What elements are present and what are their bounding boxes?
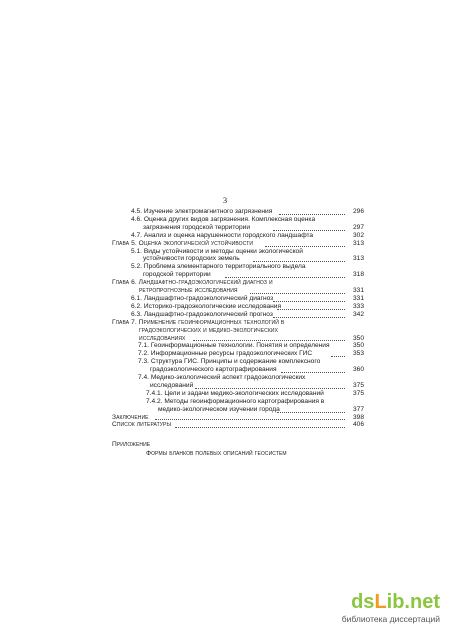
toc-num: 4.7. (131, 231, 142, 239)
dot-leader (279, 214, 345, 215)
toc-entry-7-3 (112, 358, 364, 366)
toc-title: Ландшафтно-градоэкологический прогноз (143, 310, 273, 318)
toc-title: Список литературы (112, 421, 171, 429)
appendix-heading: Приложение (112, 441, 151, 448)
toc-num: 6.3. (131, 310, 142, 318)
toc-entry-7-4-cont (112, 382, 364, 390)
toc-title: Заключение (112, 413, 149, 421)
toc-num: 7.4.1. (146, 389, 163, 397)
toc-title-cont: городской территории (143, 271, 211, 279)
appendix-line: Формы бланков полевых описаний геосистем (146, 450, 287, 457)
logo-suffix: ib.net (386, 591, 440, 613)
toc-num: Глава 6. (112, 279, 137, 287)
toc-title: Виды устойчивости и методы оценки экологической (143, 247, 303, 255)
toc-page: 296 (352, 208, 364, 215)
toc-title-cont: градоэкологического картографирования (150, 366, 277, 374)
dot-leader (155, 419, 345, 420)
toc-title: Методы геоинформационного картографирования в (164, 397, 325, 405)
dot-leader (195, 388, 345, 389)
toc-num: 6.1. (131, 294, 142, 302)
toc-references (112, 421, 364, 429)
toc-title: Оценка других видов загрязнения. Комплексная оценка (143, 215, 316, 223)
toc-entry-6-2 (112, 303, 364, 311)
toc-title: Ландшафтно-градоэкологический диагноз и (138, 279, 273, 287)
toc-entry-4-5 (112, 208, 364, 216)
toc-chapter-6-cont (112, 287, 364, 295)
dot-leader (250, 293, 345, 294)
toc-chapter-7 (112, 319, 364, 327)
dot-leader (277, 309, 345, 310)
toc-title: Информационные ресурсы градоэкологических ГИС (150, 350, 313, 358)
toc-title: Историко-градоэкологические исследования (143, 302, 282, 310)
toc-title: Проблема элементарного территориального выдела (143, 263, 306, 271)
toc-page: 331 (352, 287, 364, 295)
toc-page: 406 (352, 421, 364, 429)
dot-leader (175, 427, 345, 428)
dot-leader (225, 277, 345, 278)
logo-prefix: ds (351, 591, 375, 613)
toc-num: Глава 5. (112, 239, 137, 247)
dslib-watermark (342, 592, 440, 624)
toc-num: 4.6. (131, 215, 142, 223)
page-number: 3 (222, 195, 228, 205)
toc-page: 353 (352, 350, 364, 358)
toc-entry-4-7 (112, 232, 364, 240)
toc-entry-7-4-2-cont (112, 406, 364, 414)
toc-entry-7-1 (112, 342, 364, 350)
toc-entry-5-2-cont (112, 271, 364, 279)
toc-entry-4-6 (112, 216, 364, 224)
toc-page: 377 (352, 405, 364, 413)
toc-title-cont: медико-экологическом изучении города (158, 405, 280, 413)
toc-page: 398 (352, 413, 364, 421)
toc-page: 342 (352, 310, 364, 318)
toc-page: 333 (352, 302, 364, 310)
dslib-logo (342, 592, 440, 612)
toc-num: 6.2. (131, 302, 142, 310)
toc-title: Цели и задачи медико-экологических исследований (164, 389, 324, 397)
toc-num: 7.1. (138, 342, 149, 350)
toc-title: Ландшафтно-градоэкологический диагноз (143, 294, 274, 302)
toc-entry-6-3 (112, 311, 364, 319)
toc-conclusion (112, 414, 364, 422)
toc-page: 375 (352, 381, 364, 389)
toc-num: 7.3. (138, 358, 149, 366)
toc-title-cont: градоэкологических и медико-экологических (139, 326, 279, 334)
toc-entry-7-4-1 (112, 390, 364, 398)
toc-page: 350 (352, 334, 364, 342)
toc-title: Геоинформационные технологии. Понятия и определения (150, 342, 330, 350)
toc-num: 7.4. (138, 374, 149, 382)
toc-entry-4-6-cont (112, 224, 364, 232)
toc-page: 375 (352, 389, 364, 397)
toc-chapter-7-cont (112, 327, 364, 335)
toc-page: 297 (352, 223, 364, 231)
toc-title-cont: ретропрогнозные исследования (139, 287, 238, 295)
toc-entry-7-2 (112, 350, 364, 358)
toc-page: 313 (352, 239, 364, 247)
toc-num: 5.2. (131, 263, 142, 271)
appendix-block (112, 440, 287, 458)
toc-num: 5.1. (131, 247, 142, 255)
toc-title-cont: загрязнения городской территории (143, 223, 250, 231)
toc-title-cont: устойчивости городских земель (143, 255, 240, 263)
dot-leader (193, 340, 345, 341)
toc-title-cont: исследований (150, 381, 194, 389)
dslib-subtitle: библиотека диссертаций (341, 614, 440, 624)
toc-num: Глава 7. (112, 318, 137, 326)
dot-leader (273, 301, 345, 302)
dot-leader (265, 246, 345, 247)
toc-entry-7-3-cont (112, 366, 364, 374)
toc-num: 4.5. (131, 208, 142, 215)
toc-page: 302 (352, 231, 364, 239)
toc-entry-7-4-2 (112, 398, 364, 406)
toc-title-cont: исследованиях (139, 334, 186, 342)
table-of-contents (112, 208, 364, 429)
toc-page: 313 (352, 255, 364, 263)
toc-title: Структура ГИС. Принципы и содержание комплексного (150, 358, 321, 366)
dot-leader (273, 230, 345, 231)
toc-page: 331 (352, 294, 364, 302)
toc-title: Анализ и оценка нарушенности городского ландшафта (143, 231, 314, 239)
toc-title: Применение геоинформационных технологий в (138, 318, 285, 326)
dot-leader (331, 356, 345, 357)
toc-chapter-6 (112, 279, 364, 287)
toc-page: 350 (352, 342, 364, 350)
toc-page: 360 (352, 366, 364, 374)
dot-leader (277, 412, 345, 413)
toc-entry-6-1 (112, 295, 364, 303)
toc-entry-7-4 (112, 374, 364, 382)
logo-mid: L (374, 591, 387, 613)
toc-page: 318 (352, 271, 364, 279)
dot-leader (273, 317, 345, 318)
toc-title: Изучение электромагнитного загрязнения (143, 208, 273, 215)
toc-chapter-5 (112, 240, 364, 248)
dot-leader (281, 372, 345, 373)
toc-title: Оценка экологической устойчивости (138, 239, 254, 247)
toc-chapter-7-cont2 (112, 335, 364, 343)
toc-num: 7.2. (138, 350, 149, 358)
toc-title: Медико-экологический аспект градоэкологических (150, 374, 306, 382)
toc-num: 7.4.2. (146, 397, 163, 405)
